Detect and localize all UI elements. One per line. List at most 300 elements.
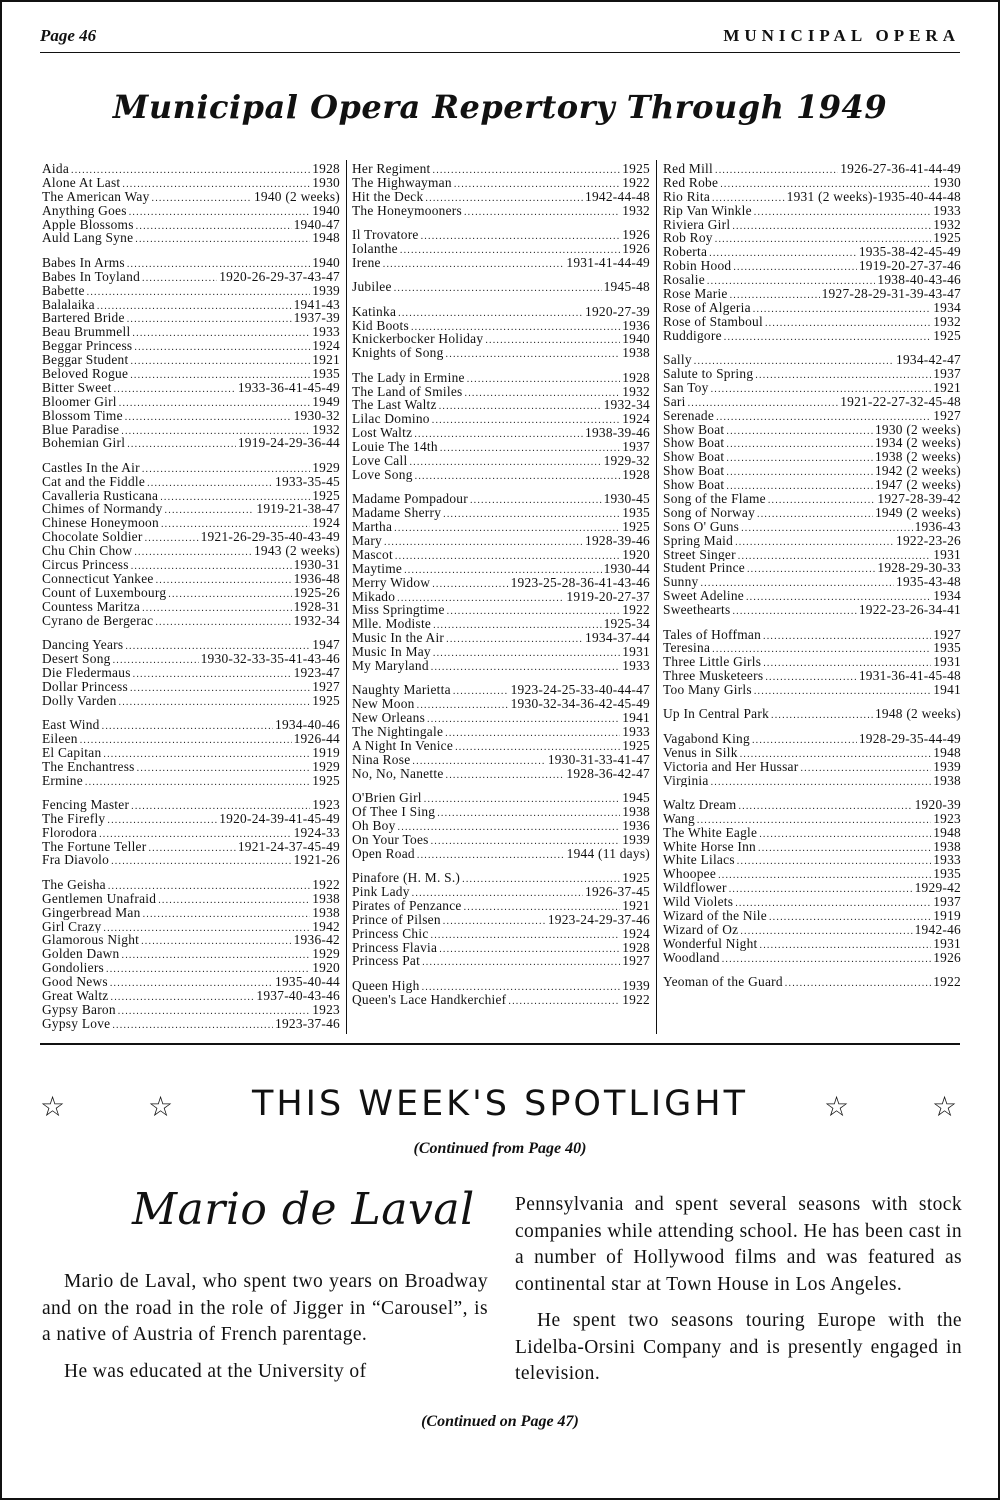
performance-years: 1932 [312, 422, 340, 437]
performance-years: 1923-47 [293, 665, 340, 680]
repertory-entry [663, 774, 961, 788]
performance-years: 1927 [312, 679, 340, 694]
repertory-entry [352, 697, 650, 711]
performance-years: 1923-24-29-37-46 [547, 912, 650, 927]
opera-title: The Enchantress [42, 759, 135, 774]
dot-leader [753, 303, 931, 315]
opera-title: Love Call [352, 454, 408, 468]
dot-leader [740, 925, 912, 937]
repertory-entry [663, 367, 961, 381]
dot-leader [85, 776, 310, 788]
repertory-entry [352, 398, 650, 412]
repertory-entry [42, 502, 340, 516]
performance-years: 1931 [933, 936, 961, 951]
opera-title: Princess Pat [352, 954, 421, 969]
repertory-entry [42, 558, 340, 572]
repertory-group [663, 628, 961, 697]
performance-years: 1930 [312, 175, 340, 190]
opera-title: Ermine [42, 773, 83, 788]
repertory-entry [352, 753, 650, 767]
repertory-entry [352, 371, 650, 385]
opera-title: Prince of Pilsen [352, 912, 441, 927]
opera-title: Cyrano de Bergerac [42, 613, 154, 628]
dot-leader [427, 713, 620, 725]
dot-leader [729, 883, 913, 895]
performance-years: 1932-34 [603, 398, 650, 413]
dot-leader [103, 748, 310, 760]
performance-years: 1942-46 [914, 922, 961, 937]
performance-years: 1926 [933, 950, 961, 965]
dot-leader [412, 887, 583, 899]
repertory-entry [352, 440, 650, 454]
performance-years: 1940 [312, 255, 340, 270]
performance-years: 1919-20-27-37-46 [858, 259, 961, 274]
opera-title: Teresina [663, 641, 711, 656]
opera-title: Aida [42, 162, 70, 176]
repertory-group [663, 975, 961, 989]
dot-leader [143, 908, 311, 920]
repertory-title: Municipal Opera Repertory Through 1949 [112, 88, 888, 126]
repertory-entry [352, 941, 650, 955]
opera-title: The Firefly [42, 811, 106, 826]
repertory-entry [352, 791, 650, 805]
dot-leader [155, 616, 291, 628]
opera-title: Fencing Master [42, 797, 130, 812]
dot-leader [741, 522, 913, 534]
opera-title: Chinese Honeymoon [42, 516, 159, 531]
performance-years: 1934 [933, 589, 961, 604]
opera-title: Chu Chin Chow [42, 544, 133, 559]
dot-leader [453, 685, 509, 697]
repertory-entry [663, 520, 961, 534]
dot-leader [785, 977, 931, 989]
performance-years: 1923-25-28-36-41-43-46 [510, 575, 650, 590]
repertory-entry [352, 617, 650, 631]
opera-title: Rob Roy [663, 231, 713, 246]
opera-title: Venus in Silk [663, 745, 738, 760]
performance-years: 1932 [622, 203, 650, 218]
performance-years: 1947 [312, 638, 340, 652]
repertory-entry [663, 506, 961, 520]
repertory-entry [42, 812, 340, 826]
performance-years: 1924 [312, 339, 340, 354]
repertory-entry [352, 993, 650, 1007]
performance-years: 1921-26 [293, 853, 340, 868]
opera-title: Rose of Algeria [663, 300, 751, 315]
performance-years: 1949 (2 weeks) [874, 505, 961, 520]
performance-years: 1935 [933, 641, 961, 656]
opera-title: Sunny [663, 575, 699, 590]
opera-title: Victoria and Her Hussar [663, 759, 799, 774]
repertory-entry [663, 909, 961, 923]
performance-years: 1928 [622, 940, 650, 955]
bio-paragraph: He spent two seasons touring Europe with the Lidelba-Orsini Company and is presently engaged in television. [515, 1310, 962, 1384]
repertory-entry [663, 655, 961, 669]
dot-leader [737, 855, 931, 867]
dot-leader [443, 915, 546, 927]
opera-title: Show Boat [663, 478, 725, 492]
opera-title: Mascot [352, 547, 393, 562]
opera-title: Spring Maid [663, 533, 734, 548]
performance-years: 1925-26 [293, 585, 340, 600]
dot-leader [411, 321, 620, 333]
opera-title: Pirates of Penzance [352, 898, 462, 913]
opera-title: Serenade [663, 408, 715, 423]
dot-leader [132, 327, 310, 339]
repertory-group [352, 791, 650, 860]
performance-years: 1924-33 [293, 825, 340, 840]
performance-years: 1938 [312, 891, 340, 906]
dot-leader [432, 414, 620, 426]
opera-title: Ruddigore [663, 328, 722, 343]
repertory-entry [42, 694, 340, 708]
dot-leader [747, 563, 875, 575]
repertory-entry [352, 847, 650, 861]
performance-years: 1922 [622, 992, 650, 1007]
dot-leader [384, 536, 583, 548]
dot-leader [394, 522, 620, 534]
performance-years: 1928-29-30-33 [877, 561, 961, 576]
opera-title: Virginia [663, 773, 709, 788]
dot-leader [409, 456, 601, 468]
dot-leader [712, 192, 785, 204]
performance-years: 1925 [622, 871, 650, 885]
repertory-entry [352, 711, 650, 725]
repertory-entry [663, 683, 961, 697]
repertory-entry [663, 329, 961, 343]
repertory-entry [663, 176, 961, 190]
repertory-entry [42, 600, 340, 614]
repertory-entry [663, 746, 961, 760]
opera-title: East Wind [42, 717, 100, 732]
performance-years: 1948 [933, 825, 961, 840]
dot-leader [726, 438, 873, 450]
bio-paragraph: Pennsylvania and spent several seasons with stock companies while attending school. He has been cast in a number of Hollywood films and was featured as continental star at Town House in Los Angeles. [515, 1194, 962, 1295]
repertory-entry [42, 339, 340, 353]
repertory-entry [352, 228, 650, 242]
performance-years: 1919-20-27-37 [566, 589, 650, 604]
performance-years: 1936-48 [293, 571, 340, 586]
performance-years: 1941 [933, 683, 961, 697]
opera-title: Knights of Song [352, 346, 444, 361]
performance-years: 1934-42-47 [896, 353, 961, 367]
performance-years: 1926-37-45 [585, 884, 650, 899]
performance-years: 1924 [622, 412, 650, 427]
repertory-entry [352, 979, 650, 993]
dot-leader [769, 911, 931, 923]
performance-years: 1931 [933, 547, 961, 562]
dot-leader [752, 734, 857, 746]
dot-leader [97, 300, 292, 312]
dot-leader [431, 661, 620, 673]
opera-title: Die Fledermaus [42, 665, 131, 680]
dot-leader [738, 800, 912, 812]
performance-years: 1933 [933, 203, 961, 218]
performance-years: 1925 [312, 773, 340, 788]
performance-years: 1938 (2 weeks) [874, 450, 961, 465]
performance-years: 1927-28-29-31-39-43-47 [821, 287, 961, 301]
opera-title: Jubilee [352, 280, 392, 295]
performance-years: 1927 [933, 408, 961, 423]
dot-leader [758, 842, 931, 854]
opera-title: Count of Luxembourg [42, 585, 167, 600]
dot-leader [746, 591, 931, 603]
dot-leader [114, 383, 236, 395]
repertory-entry [42, 461, 340, 475]
opera-title: The Geisha [42, 877, 106, 892]
dot-leader [465, 387, 621, 399]
repertory-entry [42, 395, 340, 409]
repertory-entry [352, 385, 650, 399]
performance-years: 1941-43 [293, 297, 340, 312]
opera-title: Rosalie [663, 273, 705, 288]
opera-title: Song of Norway [663, 505, 756, 520]
performance-years: 1937 [933, 895, 961, 910]
repertory-entry [663, 937, 961, 951]
performance-years: 1922 [622, 603, 650, 618]
performance-years: 1922 [312, 877, 340, 892]
dot-leader [127, 313, 292, 325]
performance-years: 1923-37-46 [275, 1016, 340, 1031]
repertory-entry [663, 732, 961, 746]
performance-years: 1937 [933, 366, 961, 381]
opera-title: Pink Lady [352, 884, 410, 899]
dot-leader [446, 633, 583, 645]
performance-years: 1939 [933, 759, 961, 774]
performance-years: 1931 [622, 645, 650, 659]
dot-leader [135, 233, 310, 245]
dot-leader [160, 491, 310, 503]
repertory-entry [42, 718, 340, 732]
dot-leader [137, 762, 311, 774]
repertory-entry [352, 603, 650, 617]
performance-years: 1928-29-35-44-49 [858, 731, 961, 746]
dot-leader [800, 762, 931, 774]
opera-title: Desert Song [42, 651, 111, 666]
opera-title: Bohemian Girl [42, 436, 126, 451]
dot-leader [395, 550, 620, 562]
performance-years: 1919-21-38-47 [256, 502, 340, 517]
repertory-entry [663, 315, 961, 329]
dot-leader [398, 821, 621, 833]
performance-years: 1932 [933, 314, 961, 329]
repertory-group [663, 162, 961, 343]
opera-title: The Land of Smiles [352, 384, 463, 399]
repertory-entry [663, 287, 961, 301]
dot-leader [142, 272, 217, 284]
repertory-group [663, 798, 961, 965]
dot-leader [156, 574, 292, 586]
dot-leader [470, 494, 602, 506]
dot-leader [467, 373, 621, 385]
performance-years: 1948 [933, 745, 961, 760]
dot-leader [122, 178, 310, 190]
repertory-group [352, 871, 650, 968]
dot-leader [440, 442, 620, 454]
opera-title: Glamorous Night [42, 933, 140, 948]
repertory-group [663, 353, 961, 617]
dot-leader [707, 275, 875, 287]
opera-title: On Your Toes [352, 832, 429, 847]
repertory-entry [42, 1003, 340, 1017]
performance-years: 1938-39-46 [585, 426, 650, 441]
performance-years: 1925 [622, 520, 650, 534]
dot-leader [464, 206, 620, 218]
dot-leader [715, 164, 838, 176]
performance-years: 1938 [312, 905, 340, 920]
repertory-entry [663, 204, 961, 218]
opera-title: My Maryland [352, 659, 429, 673]
dot-leader [397, 592, 564, 604]
opera-title: Mlle. Modiste [352, 617, 432, 632]
performance-years: 1932 [622, 384, 650, 399]
repertory-entry [352, 492, 650, 506]
performance-years: 1936-42 [293, 933, 340, 948]
dot-leader [439, 400, 602, 412]
opera-title: Castles In the Air [42, 460, 140, 475]
performance-years: 1935 [933, 867, 961, 882]
repertory-entry [42, 989, 340, 1003]
dot-leader [412, 755, 545, 767]
performance-years: 1930-32 [293, 408, 340, 423]
repertory-entry [663, 395, 961, 409]
dot-leader [446, 769, 565, 781]
repertory-entry [663, 641, 961, 655]
opera-title: Cat and the Fiddle [42, 474, 146, 489]
repertory-entry [42, 1017, 340, 1031]
opera-title: Gingerbread Man [42, 905, 141, 920]
opera-title: Sweethearts [663, 603, 731, 617]
repertory-entry [42, 746, 340, 760]
performance-years: 1934-40-46 [275, 717, 340, 732]
opera-title: Show Boat [663, 464, 725, 479]
repertory-group [352, 979, 650, 1007]
repertory-entry [42, 614, 340, 628]
opera-title: Woodland [663, 950, 720, 965]
repertory-entry [42, 878, 340, 892]
repertory-entry [352, 162, 650, 176]
performance-years: 1942 [312, 919, 340, 934]
performance-years: 1939 [622, 832, 650, 847]
opera-title: A Night In Venice [352, 738, 454, 753]
dot-leader [134, 341, 310, 353]
performance-years: 1937-40-43-46 [256, 988, 340, 1003]
star-icon: ☆ [932, 1090, 958, 1123]
repertory-entry [352, 819, 650, 833]
dot-leader [715, 233, 931, 245]
repertory-entry [352, 332, 650, 346]
repertory-entry [42, 530, 340, 544]
performance-years: 1928 [312, 162, 340, 176]
opera-title: Chimes of Normandy [42, 502, 163, 517]
opera-title: Apple Blossoms [42, 217, 134, 232]
repertory-entry [663, 301, 961, 315]
performance-years: 1940-47 [293, 217, 340, 232]
performance-years: 1941 [622, 711, 650, 726]
opera-title: Open Road [352, 846, 415, 861]
opera-title: Music In the Air [352, 631, 445, 646]
repertory-entry [352, 954, 650, 968]
performance-years: 1921-26-29-35-40-43-49 [200, 530, 340, 545]
repertory-entry [352, 871, 650, 885]
performance-years: 1925 [933, 231, 961, 246]
dot-leader [80, 734, 292, 746]
performance-years: 1942 (2 weeks) [874, 464, 961, 479]
dot-leader [110, 977, 273, 989]
dot-leader [145, 532, 199, 544]
dot-leader [87, 286, 311, 298]
performance-years: 1927-28-39-42 [877, 491, 961, 506]
dot-leader [726, 480, 873, 492]
opera-title: Rip Van Winkle [663, 203, 752, 218]
dot-leader [141, 935, 292, 947]
repertory-entry [42, 256, 340, 270]
dot-leader [121, 425, 310, 437]
performance-years: 1933-35-45 [275, 474, 340, 489]
performance-years: 1943 (2 weeks) [253, 544, 340, 559]
dot-leader [726, 452, 873, 464]
dot-leader [119, 696, 311, 708]
performance-years: 1935-40-44 [275, 975, 340, 989]
repertory-entry [663, 423, 961, 437]
repertory-entry [352, 305, 650, 319]
repertory-entry [352, 885, 650, 899]
dot-leader [111, 991, 255, 1003]
performance-years: 1929-32 [603, 454, 650, 468]
repertory-entry [42, 298, 340, 312]
repertory-group [352, 228, 650, 270]
repertory-entry [42, 961, 340, 975]
repertory-entry [352, 534, 650, 548]
dot-leader [754, 206, 931, 218]
repertory-entry [663, 218, 961, 232]
opera-title: Sweet Adeline [663, 589, 744, 604]
dot-leader [735, 536, 894, 548]
bio-paragraph: He was educated at the University of [64, 1360, 367, 1382]
performance-years: 1919 [312, 745, 340, 760]
dot-leader [130, 355, 310, 367]
dot-leader [697, 814, 931, 826]
opera-title: Salute to Spring [663, 366, 754, 381]
repertory-entry [663, 975, 961, 989]
dot-leader [446, 348, 621, 360]
dot-leader [722, 953, 932, 965]
repertory-group [663, 732, 961, 788]
dot-leader [102, 720, 273, 732]
repertory-entry [663, 760, 961, 774]
dot-leader [394, 282, 602, 294]
performance-years: 1920 [622, 547, 650, 562]
dot-leader [108, 880, 310, 892]
spotlight-heading: THIS WEEK'S SPOTLIGHT [251, 1084, 748, 1124]
performance-years: 1931 (2 weeks)-1935-40-44-48 [786, 189, 961, 204]
repertory-entry [352, 190, 650, 204]
performance-years: 1925 [312, 693, 340, 708]
performance-years: 1931-41-44-49 [566, 255, 650, 270]
performance-years: 1935 [312, 366, 340, 381]
performance-years: 1924 [312, 516, 340, 531]
performance-years: 1949 [312, 394, 340, 409]
repertory-entry [663, 575, 961, 589]
opera-title: Maytime [352, 561, 403, 576]
repertory-entry [352, 645, 650, 659]
dot-leader [161, 518, 310, 530]
dot-leader [757, 508, 873, 520]
opera-title: Wildflower [663, 881, 727, 896]
dot-leader [147, 477, 273, 489]
opera-title: Beau Brummell [42, 325, 131, 340]
repertory-entry [663, 353, 961, 367]
